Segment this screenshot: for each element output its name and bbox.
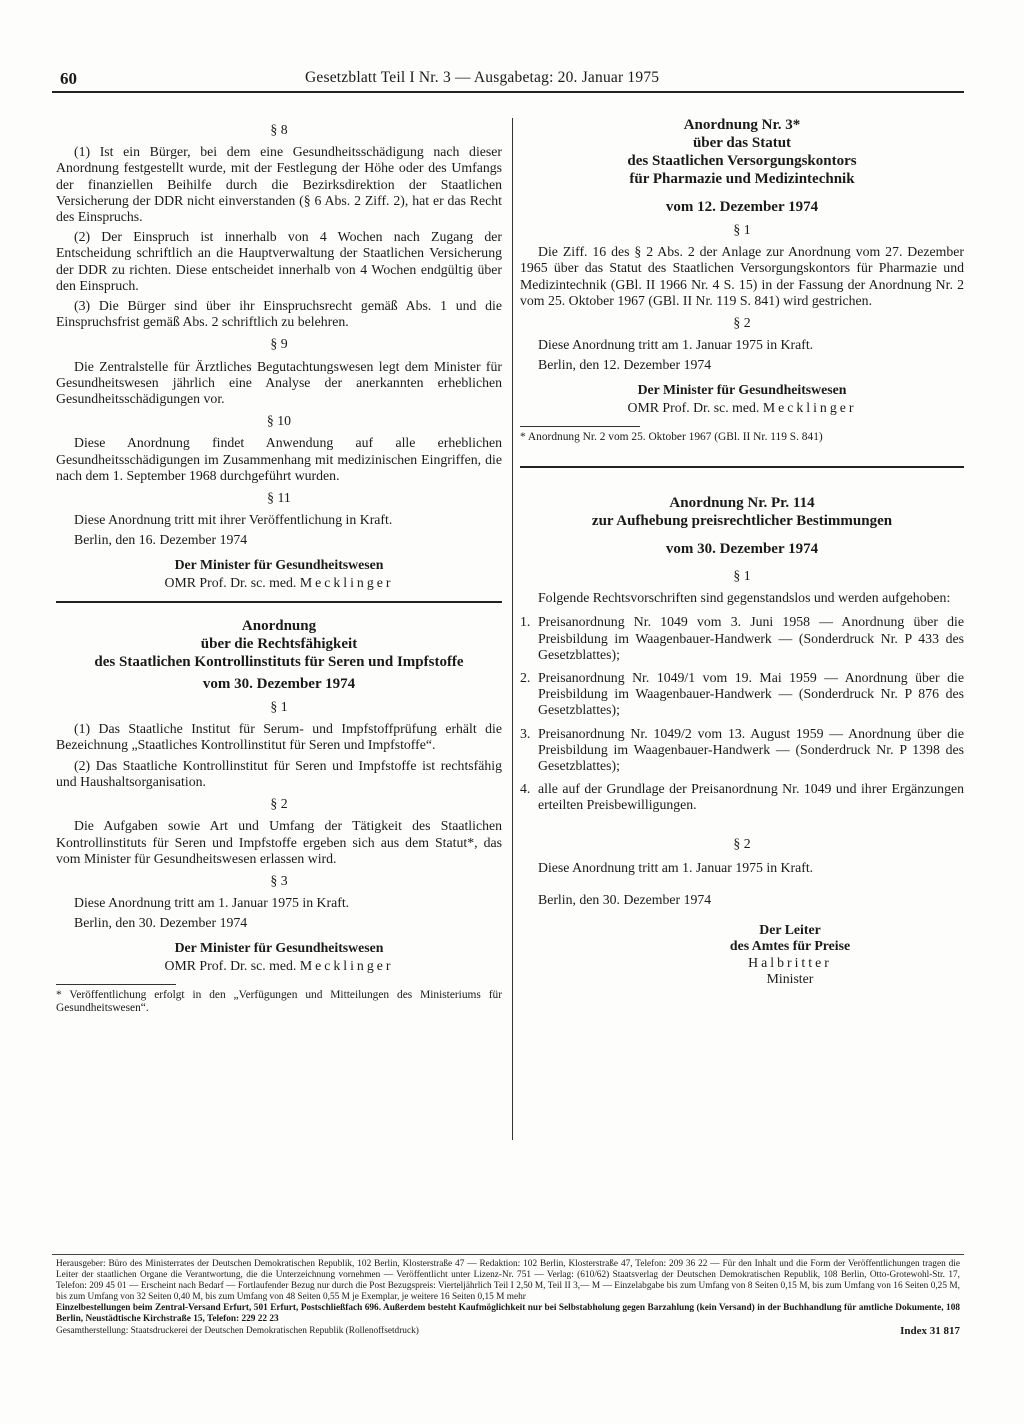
list-item bbox=[520, 726, 964, 775]
place-date: Berlin, den 30. Dezember 1974 bbox=[74, 915, 248, 931]
gazette-header-title: Gesetzblatt Teil I Nr. 3 — Ausgabetag: 20. Januar 1975 bbox=[305, 69, 660, 86]
paragraph: (1) Ist ein Bürger, bei dem eine Gesundheitsschädigung nach dieser Anordnung festgestellt wurde, mit der Festlegung der Höhe oder des Umfangs der finanziellen Beihilfe durch die Bezirksdirektion der Staatlichen Versicherung der DDR nicht einverstanden (§ 6 Abs. 2 Ziff. 2), hat er das Recht des Einspruchs. bbox=[56, 144, 502, 225]
paragraph: (1) Das Staatliche Institut für Serum- und Impfstoffprüfung erhält die Bezeichnung „Staatliches Kontrollinstitut für Seren und Impfstoffe“. bbox=[56, 721, 502, 753]
place-date: Berlin, den 30. Dezember 1974 bbox=[538, 892, 712, 908]
impressum-publisher: Herausgeber: Büro des Ministerrates der Deutschen Demokratischen Republik, 102 Berlin, Klosterstraße 47 — Redaktion: 102 Berlin, Klosterstraße 47, Telefon: 209 36 22 — Für den Inhalt und die Form der Veröffentlichungen tragen die Leiter der staatlichen Organe die Verantwortung, die die Unterzeichnung vornehmen — Veröffentlicht unter Lizenz-Nr. 751 — Verlag: (610/62) Staatsverlag der Deutschen Demokratischen Republik, 108 Berlin, Otto-Grotewohl-Str. 17, Telefon: 209 45 01 — Erscheint nach Bedarf — Fortlaufender Bezug nur durch die Post Bezugspreis: Vierteljährlich Teil I 2,50 M, Teil II 3,— M — Einzelabgabe bis zum Umfang von 8 Seiten 0,15 M, bis zum Umfang von 16 Seiten 0,25 M, bis zum Umfang von 32 Seiten 0,40 M, bis zum Umfang von 48 Seiten 0,55 M je Exemplar, je weitere 16 Seiten 0,15 M mehr bbox=[56, 1259, 960, 1303]
left-column bbox=[56, 116, 502, 1015]
list-item bbox=[520, 614, 964, 663]
ordinance-heading: über das Statut bbox=[692, 135, 792, 151]
list-item bbox=[520, 781, 964, 813]
section-label: § 2 bbox=[733, 835, 751, 851]
signer-title: Der Leiter bbox=[759, 922, 821, 938]
section-label: § 11 bbox=[267, 490, 291, 506]
paragraph: (2) Das Staatliche Kontrollinstitut für Seren und Impfstoffe ist rechtsfähig und Haushaltsorganisation. bbox=[56, 757, 502, 789]
list-number: 4. bbox=[520, 781, 531, 797]
footnote-rule bbox=[520, 426, 640, 427]
paragraph: Diese Anordnung tritt am 1. Januar 1975 in Kraft. bbox=[538, 859, 814, 875]
signer-name bbox=[520, 400, 964, 416]
paragraph: Diese Anordnung tritt am 1. Januar 1975 in Kraft. bbox=[74, 895, 350, 911]
signer-title: Der Minister für Gesundheitswesen bbox=[174, 939, 384, 955]
list-number: 2. bbox=[520, 670, 531, 686]
signer-surname: Mecklinger bbox=[299, 957, 394, 973]
section-label: § 9 bbox=[270, 336, 288, 352]
paragraph: Diese Anordnung findet Anwendung auf alle erheblichen Gesundheitsschädigungen im Zusammenhang mit medizinischen Eingriffen, die nach dem 1. September 1968 durchgeführt wurden. bbox=[56, 435, 502, 483]
list-item bbox=[520, 670, 964, 719]
page-number: 60 bbox=[60, 69, 77, 88]
signer-prefix: OMR Prof. Dr. sc. med. bbox=[164, 574, 297, 590]
paragraph: (3) Die Bürger sind über ihr Einspruchsrecht gemäß Abs. 1 und die Einspruchsfrist gemäß Abs. 2 schriftlich zu belehren. bbox=[56, 298, 502, 330]
signer-name bbox=[56, 575, 502, 591]
impressum-orders: Einzelbestellungen beim Zentral-Versand Erfurt, 501 Erfurt, Postschließfach 696. Außerdem besteht Kaufmöglichkeit nur bei Selbstabholung gegen Barzahlung (kein Versand) in der Buchhandlung für amtliche Dokumente, 108 Berlin, Neustädtische Kirchstraße 15, Telefon: 229 22 23 bbox=[56, 1303, 960, 1325]
place-date: Berlin, den 12. Dezember 1974 bbox=[538, 357, 712, 373]
column-divider bbox=[512, 118, 513, 1140]
section-label: § 1 bbox=[270, 699, 288, 715]
ordinance-date: vom 30. Dezember 1974 bbox=[665, 541, 819, 558]
footnote: * Anordnung Nr. 2 vom 25. Oktober 1967 (GBl. II Nr. 119 S. 841) bbox=[520, 431, 823, 444]
paragraph: (2) Der Einspruch ist innerhalb von 4 Wochen nach Zugang der Entscheidung schriftlich an die Hauptverwaltung der Staatlichen Versicherung der DDR zu richten. Diese entscheidet innerhalb von 4 Wochen endgültig über den Einspruch. bbox=[56, 229, 502, 293]
signer-surname: Mecklinger bbox=[299, 574, 394, 590]
ordinance-date: vom 30. Dezember 1974 bbox=[202, 676, 356, 693]
footnote-rule bbox=[56, 984, 176, 985]
paragraph: Die Aufgaben sowie Art und Umfang der Tätigkeit des Staatlichen Kontrollinstituts für Seren und Impfstoffe ergeben sich aus dem Statut*, das vom Minister für Gesundheitswesen erlassen wird. bbox=[56, 818, 502, 866]
signer-surname: Halbritter bbox=[748, 954, 832, 970]
signer-surname: Mecklinger bbox=[762, 399, 857, 415]
section-label: § 10 bbox=[266, 413, 292, 429]
signer-title: Der Minister für Gesundheitswesen bbox=[637, 381, 847, 397]
impressum-footer bbox=[56, 1326, 960, 1337]
section-label: § 8 bbox=[270, 122, 288, 137]
impressum-printer: Gesamtherstellung: Staatsdruckerei der Deutschen Demokratischen Republik (Rollenoffsetdruck) bbox=[56, 1325, 419, 1336]
paragraph: Diese Anordnung tritt am 1. Januar 1975 in Kraft. bbox=[538, 337, 814, 353]
section-rule bbox=[520, 466, 964, 468]
repealed-list bbox=[520, 614, 964, 813]
ordinance-heading: zur Aufhebung preisrechtlicher Bestimmungen bbox=[591, 513, 893, 530]
ordinance-date: vom 12. Dezember 1974 bbox=[665, 199, 819, 215]
index-number: Index 31 817 bbox=[900, 1324, 960, 1337]
section-label: § 2 bbox=[270, 796, 288, 812]
signer-prefix: OMR Prof. Dr. sc. med. bbox=[164, 957, 297, 973]
ordinance-heading: Anordnung bbox=[241, 618, 317, 635]
footnote: * Veröffentlichung erfolgt in den „Verfügungen und Mitteilungen des Ministeriums für Gesundheitswesen“. bbox=[56, 988, 502, 1014]
paragraph: Die Zentralstelle für Ärztliches Begutachtungswesen legt dem Minister für Gesundheitswesen jährlich eine Analyse der anerkannten erheblichen Gesundheitsschädigungen vor. bbox=[56, 358, 502, 407]
right-column bbox=[520, 116, 964, 987]
ordinance-heading: für Pharmazie und Medizintechnik bbox=[629, 171, 855, 187]
section-label: § 2 bbox=[733, 315, 751, 331]
ordinance-heading: Anordnung Nr. Pr. 114 bbox=[669, 495, 815, 512]
paragraph: Die Ziff. 16 des § 2 Abs. 2 der Anlage zur Anordnung vom 27. Dezember 1965 über das Statut des Staatlichen Versorgungskontors für Pharmazie und Medizintechnik (GBl. II 1966 Nr. 4 S. 15) in der Fassung der Anordnung Nr. 2 vom 25. Oktober 1967 (GBl. II Nr. 119 S. 841) wird gestrichen. bbox=[520, 244, 964, 308]
paragraph: Diese Anordnung tritt mit ihrer Veröffentlichung in Kraft. bbox=[74, 512, 393, 528]
impressum-rule bbox=[52, 1254, 964, 1255]
ordinance-heading: des Staatlichen Kontrollinstituts für Seren und Impfstoffe bbox=[94, 654, 464, 671]
signer-prefix: OMR Prof. Dr. sc. med. bbox=[627, 399, 760, 415]
list-text: Preisanordnung Nr. 1049/2 vom 13. August 1959 — Anordnung über die Preisbildung im Waagenbauer-Handwerk — (Sonderdruck Nr. P 1398 des Gesetzblattes); bbox=[538, 725, 964, 774]
list-number: 3. bbox=[520, 725, 531, 741]
ordinance-heading: über die Rechtsfähigkeit bbox=[200, 636, 358, 653]
list-number: 1. bbox=[520, 614, 531, 630]
signer-name bbox=[56, 958, 502, 974]
signer-role: Minister bbox=[766, 970, 814, 986]
list-text: Preisanordnung Nr. 1049/1 vom 19. Mai 1959 — Anordnung über die Preisbildung im Waagenbauer-Handwerk — (Sonderdruck Nr. P 876 des Gesetzblattes); bbox=[538, 670, 964, 718]
signer-title: des Amtes für Preise bbox=[729, 938, 851, 954]
place-date: Berlin, den 16. Dezember 1974 bbox=[74, 532, 248, 548]
impressum bbox=[56, 1259, 960, 1337]
list-text: Preisanordnung Nr. 1049 vom 3. Juni 1958 — Anordnung über die Preisbildung im Waagenbauer-Handwerk — (Sonderdruck Nr. P 433 des Gesetzblattes); bbox=[538, 614, 964, 662]
list-text: alle auf der Grundlage der Preisanordnung Nr. 1049 und ihrer Ergänzungen erteilten Preisbewilligungen. bbox=[538, 781, 964, 813]
paragraph: Folgende Rechtsvorschriften sind gegenstandslos und werden aufgehoben: bbox=[538, 590, 951, 606]
section-label: § 3 bbox=[270, 872, 288, 888]
section-label: § 1 bbox=[733, 222, 751, 237]
signature-block bbox=[616, 922, 964, 987]
ordinance-heading: des Staatlichen Versorgungskontors bbox=[627, 153, 857, 169]
section-label: § 1 bbox=[733, 568, 751, 584]
section-rule bbox=[56, 601, 502, 603]
header-rule bbox=[52, 91, 964, 93]
ordinance-heading: Anordnung Nr. 3* bbox=[683, 117, 801, 133]
signer-title: Der Minister für Gesundheitswesen bbox=[174, 556, 384, 572]
